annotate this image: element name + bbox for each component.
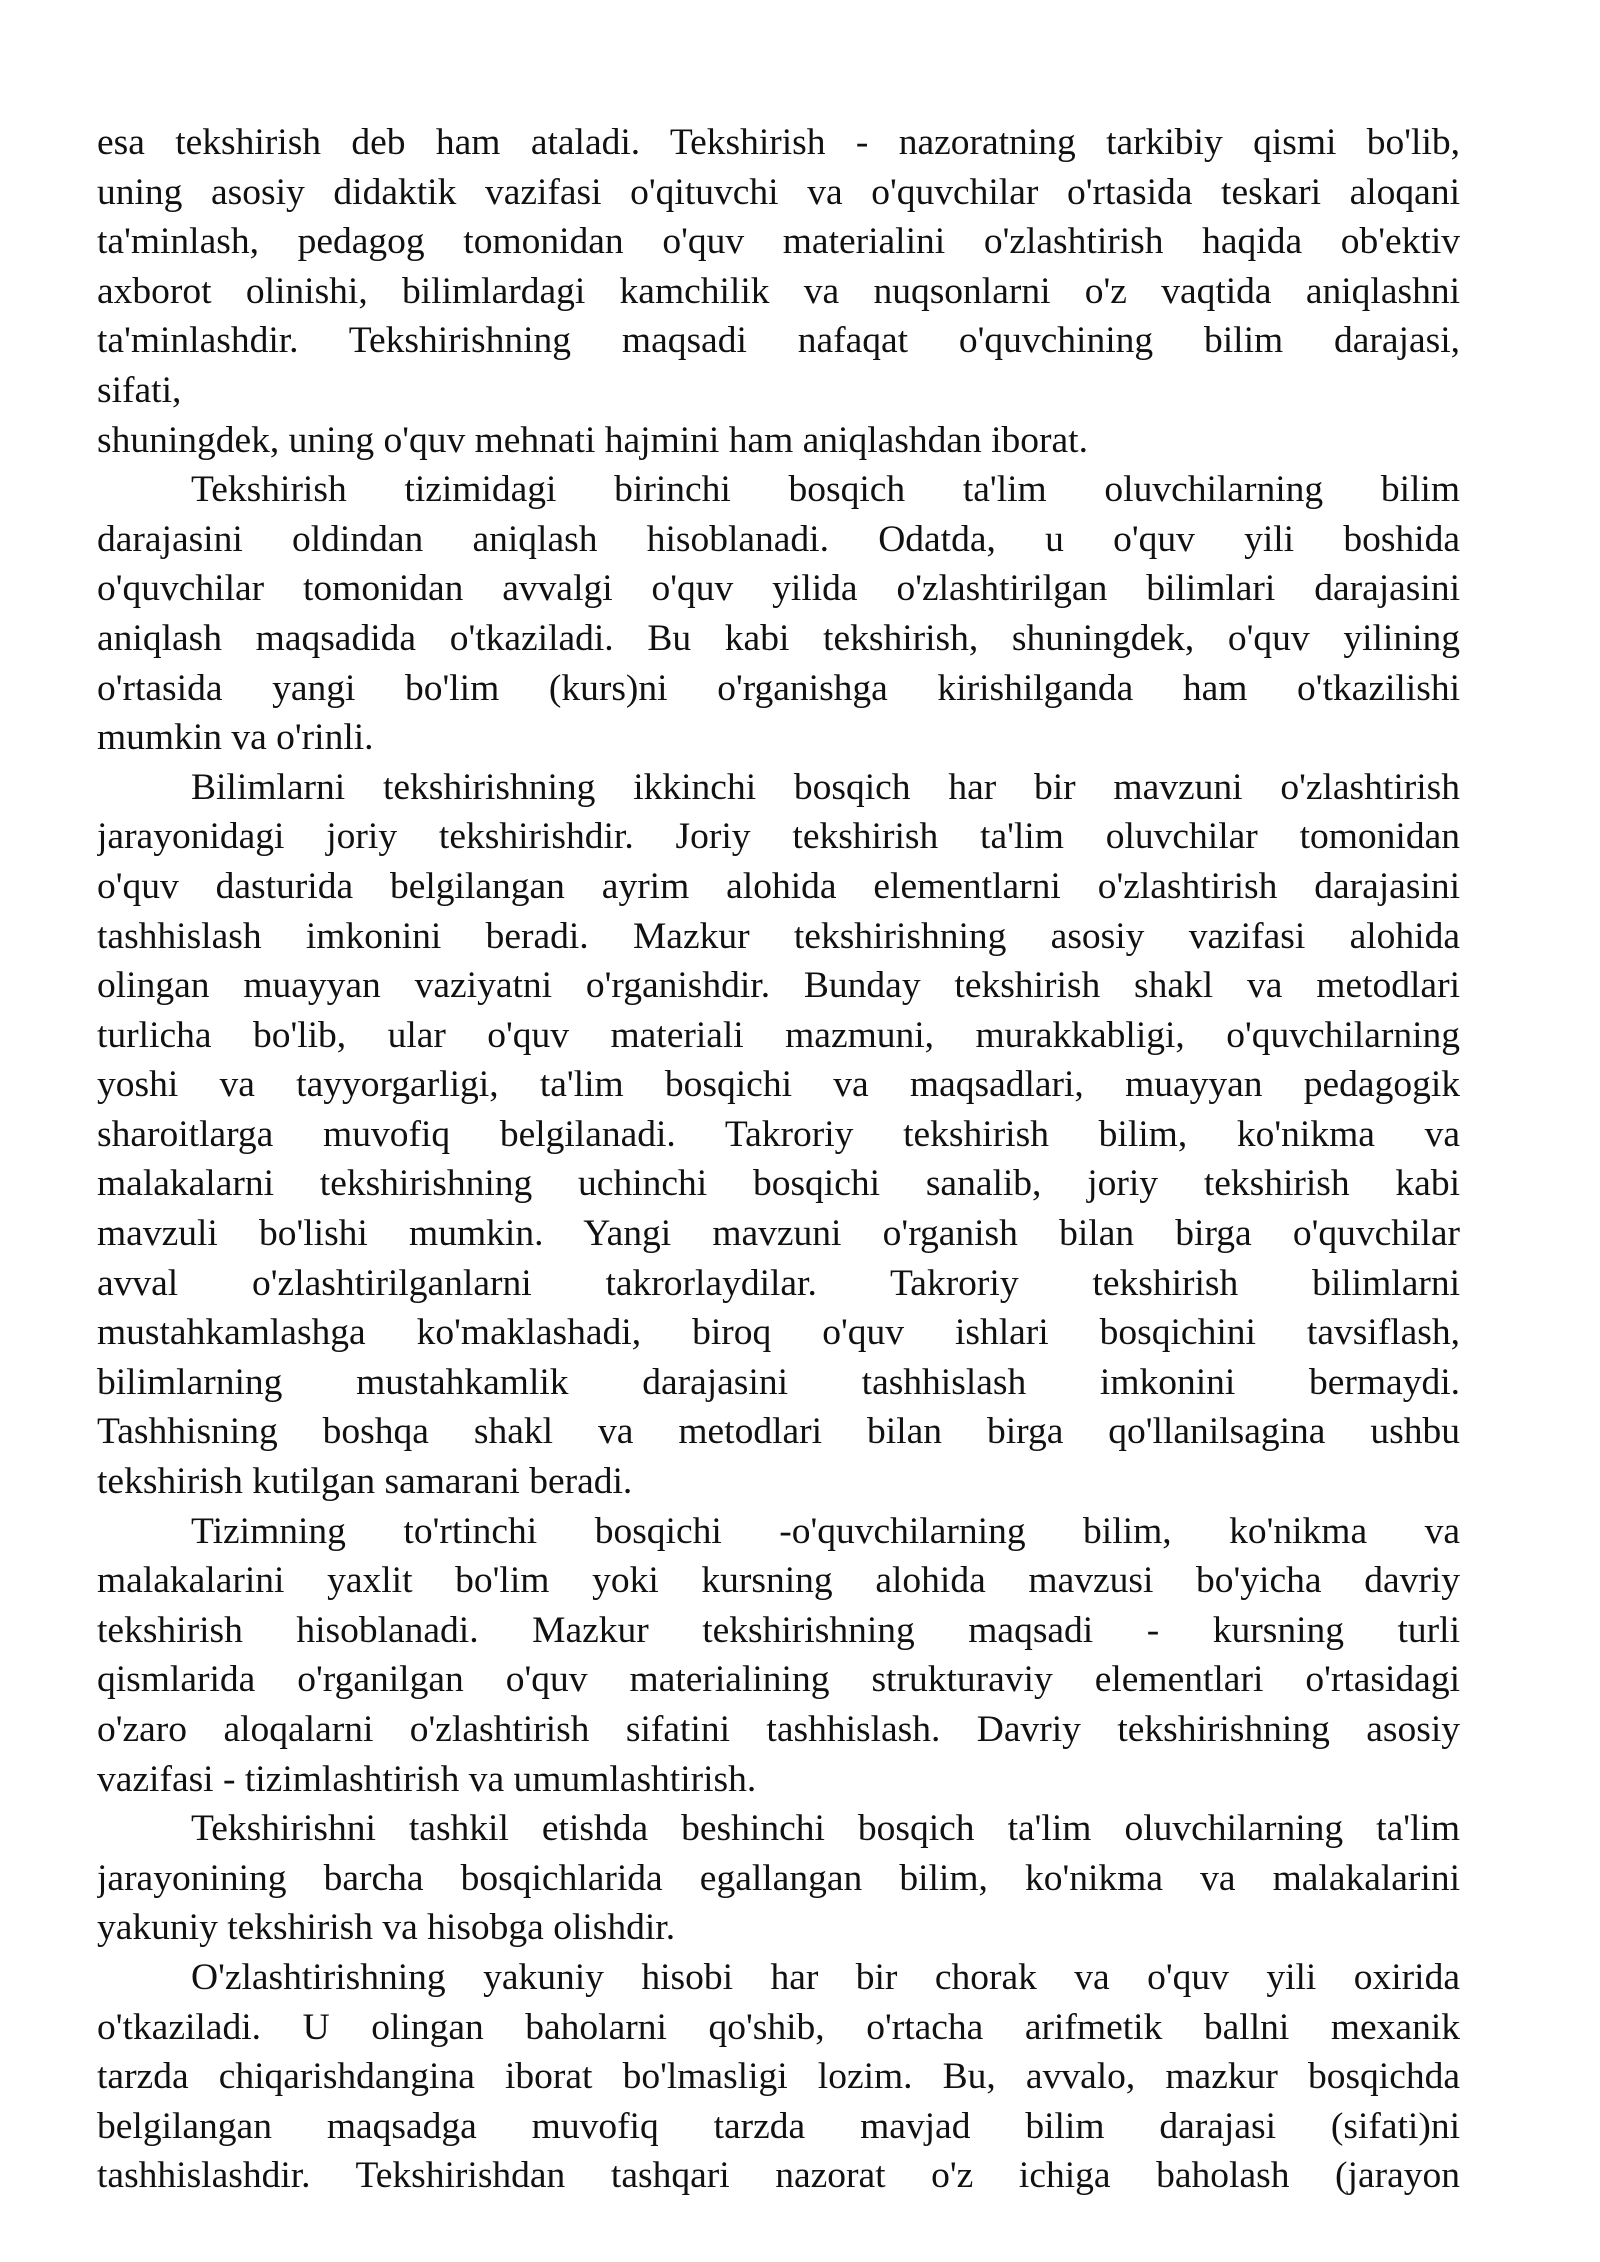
text-line: o'tkaziladi. U olingan baholarni qo'shib, o'rtacha arifmetik ballni mexanik	[97, 2006, 1460, 2048]
text-line: aniqlash maqsadida o'tkaziladi. Bu kabi tekshirish, shuningdek, o'quv yilining	[97, 617, 1460, 659]
text-line: mavzuli bo'lishi mumkin. Yangi mavzuni o'rganish bilan birga o'quvchilar	[97, 1213, 1460, 1255]
text-line: sharoitlarga muvofiq belgilanadi. Takroriy tekshirish bilim, ko'nikma va	[97, 1113, 1460, 1155]
text-line: sifati,	[97, 369, 182, 411]
text-line: olingan muayyan vaziyatni o'rganishdir. Bunday tekshirish shakl va metodlari	[97, 965, 1460, 1007]
text-line: Tizimning to'rtinchi bosqichi -o'quvchilarning bilim, ko'nikma va	[191, 1510, 1460, 1552]
text-line: yakuniy tekshirish va hisobga olishdir.	[97, 1907, 676, 1949]
text-line: shuningdek, uning o'quv mehnati hajmini ham aniqlashdan iborat.	[97, 419, 1088, 461]
text-line: belgilangan maqsadga muvofiq tarzda mavjad bilim darajasi (sifati)ni	[97, 2105, 1460, 2147]
text-line: tekshirish kutilgan samarani beradi.	[97, 1461, 633, 1503]
text-line: o'quvchilar tomonidan avvalgi o'quv yilida o'zlashtirilgan bilimlari darajasini	[97, 568, 1460, 610]
text-line: O'zlashtirishning yakuniy hisobi har bir chorak va o'quv yili oxirida	[191, 1956, 1460, 1998]
text-line: o'quv dasturida belgilangan ayrim alohida elementlarni o'zlashtirish darajasini	[97, 865, 1460, 907]
text-line: o'zaro aloqalarni o'zlashtirish sifatini tashhislash. Davriy tekshirishning asosiy	[97, 1709, 1460, 1750]
text-line: yoshi va tayyorgarligi, ta'lim bosqichi va maqsadlari, muayyan pedagogik	[97, 1064, 1460, 1106]
text-line: Tekshirishni tashkil etishda beshinchi bosqich ta'lim oluvchilarning ta'lim	[191, 1808, 1460, 1850]
text-line: malakalarni tekshirishning uchinchi bosqichi sanalib, joriy tekshirish kabi	[97, 1163, 1460, 1205]
text-line: jarayonining barcha bosqichlarida egallangan bilim, ko'nikma va malakalarini	[97, 1857, 1460, 1899]
text-line: vazifasi - tizimlashtirish va umumlashtirish.	[97, 1758, 757, 1800]
text-line: qismlarida o'rganilgan o'quv materialining strukturaviy elementlari o'rtasidagi	[97, 1659, 1460, 1701]
text-line: mustahkamlashga ko'maklashadi, biroq o'quv ishlari bosqichini tavsiflash,	[97, 1312, 1460, 1354]
text-line: tekshirish hisoblanadi. Mazkur tekshirishning maqsadi - kursning turli	[97, 1609, 1460, 1651]
text-line: o'rtasida yangi bo'lim (kurs)ni o'rganishga kirishilganda ham o'tkazilishi	[97, 667, 1460, 709]
text-line: Tekshirish tizimidagi birinchi bosqich ta'lim oluvchilarning bilim	[191, 469, 1460, 511]
text-line: tashhislashdir. Tekshirishdan tashqari nazorat o'z ichiga baholash (jarayon	[97, 2155, 1460, 2197]
text-line: tashhislash imkonini beradi. Mazkur tekshirishning asosiy vazifasi alohida	[97, 915, 1460, 957]
document-page	[97, 118, 1460, 2201]
text-line: bilimlarning mustahkamlik darajasini tashhislash imkonini bermaydi.	[97, 1361, 1460, 1403]
text-line: malakalarini yaxlit bo'lim yoki kursning alohida mavzusi bo'yicha davriy	[97, 1560, 1460, 1602]
text-line: axborot olinishi, bilimlardagi kamchilik va nuqsonlarni o'z vaqtida aniqlashni	[97, 270, 1460, 312]
text-line: jarayonidagi joriy tekshirishdir. Joriy tekshirish ta'lim oluvchilar tomonidan	[97, 816, 1460, 858]
text-line: mumkin va o'rinli.	[97, 717, 374, 759]
text-line: Bilimlarni tekshirishning ikkinchi bosqich har bir mavzuni o'zlashtirish	[191, 766, 1460, 808]
text-line: ta'minlashdir. Tekshirishning maqsadi nafaqat o'quvchining bilim darajasi,	[97, 320, 1460, 362]
text-line: ta'minlash, pedagog tomonidan o'quv materialini o'zlashtirish haqida ob'ektiv	[97, 221, 1460, 263]
text-line: esa tekshirish deb ham ataladi. Tekshirish - nazoratning tarkibiy qismi bo'lib,	[97, 122, 1460, 163]
text-line: Tashhisning boshqa shakl va metodlari bilan birga qo'llanilsagina ushbu	[97, 1411, 1460, 1453]
text-line: tarzda chiqarishdangina iborat bo'lmasligi lozim. Bu, avvalo, mazkur bosqichda	[97, 2056, 1460, 2098]
text-line: avval o'zlashtirilganlarni takrorlaydilar. Takroriy tekshirish bilimlarni	[97, 1262, 1460, 1304]
text-line: turlicha bo'lib, ular o'quv materiali mazmuni, murakkabligi, o'quvchilarning	[97, 1014, 1460, 1056]
text-line: uning asosiy didaktik vazifasi o'qituvchi va o'quvchilar o'rtasida teskari aloqani	[97, 171, 1460, 213]
text-line: darajasini oldindan aniqlash hisoblanadi. Odatda, u o'quv yili boshida	[97, 518, 1460, 560]
